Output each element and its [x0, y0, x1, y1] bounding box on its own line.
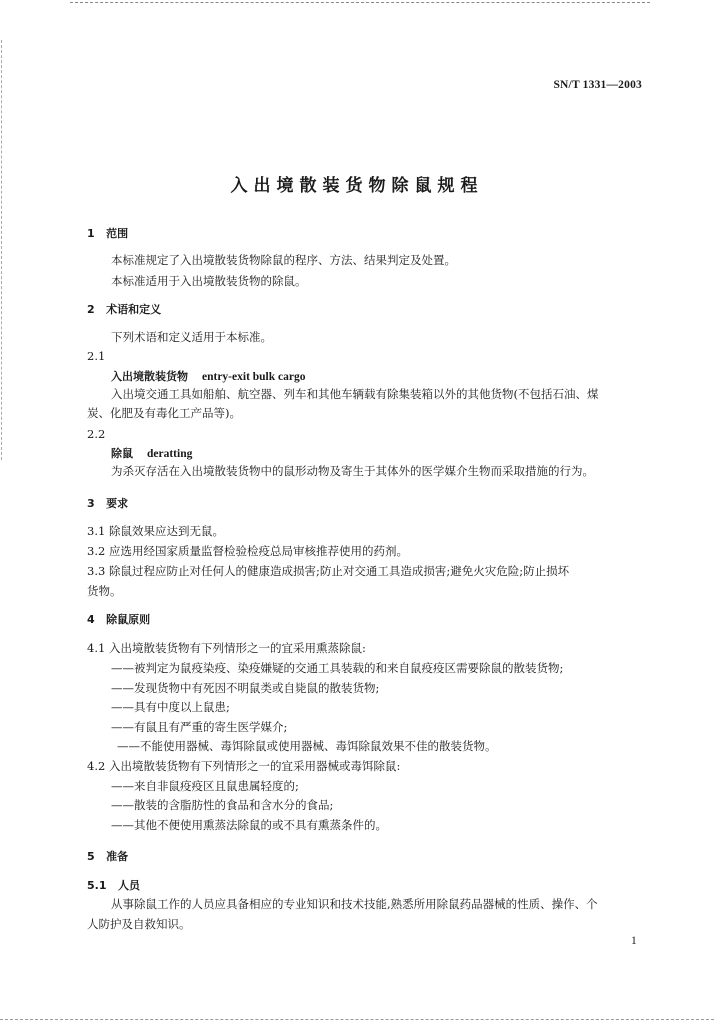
section-title: 范围 [106, 227, 129, 240]
list-item: ——发现货物中有死因不明鼠类或自毙鼠的散装货物; [111, 681, 380, 695]
term-en: entry-exit bulk cargo [202, 371, 306, 383]
scan-edge-left [1, 40, 2, 460]
term-entry [111, 446, 192, 461]
document-title: 入出境散装货物除鼠规程 [230, 176, 484, 196]
clause: 4.1 入出境散装货物有下列情形之一的宜采用熏蒸除鼠: [87, 641, 366, 655]
paragraph: 从事除鼠工作的人员应具备相应的专业知识和技术技能,熟悉所用除鼠药品器械的性质、操作、个 [111, 897, 598, 911]
clause: 3.1 除鼠效果应达到无鼠。 [87, 524, 224, 538]
paragraph: 本标准适用于入出境散装货物的除鼠。 [111, 274, 307, 288]
section-number: 2 [87, 303, 95, 316]
section-title: 术语和定义 [106, 303, 162, 316]
section-heading [87, 227, 128, 241]
clause: 3.2 应选用经国家质量监督检验检疫总局审核推荐使用的药剂。 [87, 544, 408, 558]
list-item: ——不能使用器械、毒饵除鼠或使用器械、毒饵除鼠效果不佳的散装货物。 [117, 739, 497, 753]
list-item: ——具有中度以上鼠患; [111, 700, 230, 714]
subsection-number: 5.1 [87, 879, 107, 892]
standard-number: SN/T 1331—2003 [553, 79, 642, 91]
section-number: 5 [87, 850, 95, 863]
list-item: ——被判定为鼠疫染疫、染疫嫌疑的交通工具装载的和来自鼠疫疫区需要除鼠的散装货物; [111, 661, 564, 675]
paragraph-cont: 人防护及自救知识。 [87, 917, 191, 931]
clause: 3.3 除鼠过程应防止对任何人的健康造成损害;防止对交通工具造成损害;避免火灾危险;防止损坏 [87, 564, 570, 578]
section-number: 3 [87, 497, 95, 510]
section-heading [87, 303, 161, 317]
clause-number: 2.2 [87, 427, 106, 441]
term-en: deratting [147, 448, 193, 460]
clause: 4.2 入出境散装货物有下列情形之一的宜采用器械或毒饵除鼠: [87, 759, 401, 773]
term-definition: 为杀灭存活在入出境散装货物中的鼠形动物及寄生于其体外的医学媒介生物而采取措施的行为。 [111, 464, 594, 478]
scan-edge-bottom [0, 1019, 714, 1020]
section-heading [87, 613, 150, 627]
term-definition-cont: 炭、化肥及有毒化工产品等)。 [87, 406, 241, 420]
section-number: 4 [87, 613, 95, 626]
section-heading [87, 497, 128, 511]
list-item: ——有鼠且有严重的寄生医学媒介; [111, 720, 288, 734]
section-title: 要求 [106, 497, 129, 510]
subsection-heading [87, 879, 140, 893]
subsection-title: 人员 [118, 879, 140, 892]
paragraph: 本标准规定了入出境散装货物除鼠的程序、方法、结果判定及处置。 [111, 253, 456, 267]
term-zh: 除鼠 [111, 447, 133, 460]
term-definition: 入出境交通工具如船舶、航空器、列车和其他车辆载有除集装箱以外的其他货物(不包括石油、煤 [111, 387, 599, 401]
list-item: ——其他不便使用熏蒸法除鼠的或不具有熏蒸条件的。 [111, 818, 387, 832]
section-heading [87, 850, 128, 864]
list-item: ——来自非鼠疫疫区且鼠患属轻度的; [111, 779, 299, 793]
section-number: 1 [87, 227, 95, 240]
page-number: 1 [631, 935, 637, 947]
scan-edge-top [70, 2, 650, 3]
term-zh: 入出境散装货物 [111, 370, 188, 383]
section-title: 准备 [106, 850, 129, 863]
clause-number: 2.1 [87, 349, 106, 363]
paragraph: 下列术语和定义适用于本标准。 [111, 330, 272, 344]
clause-cont: 货物。 [87, 584, 122, 598]
list-item: ——散装的含脂肪性的食品和含水分的食品; [111, 798, 334, 812]
section-title: 除鼠原则 [106, 613, 151, 626]
term-entry [111, 369, 305, 384]
